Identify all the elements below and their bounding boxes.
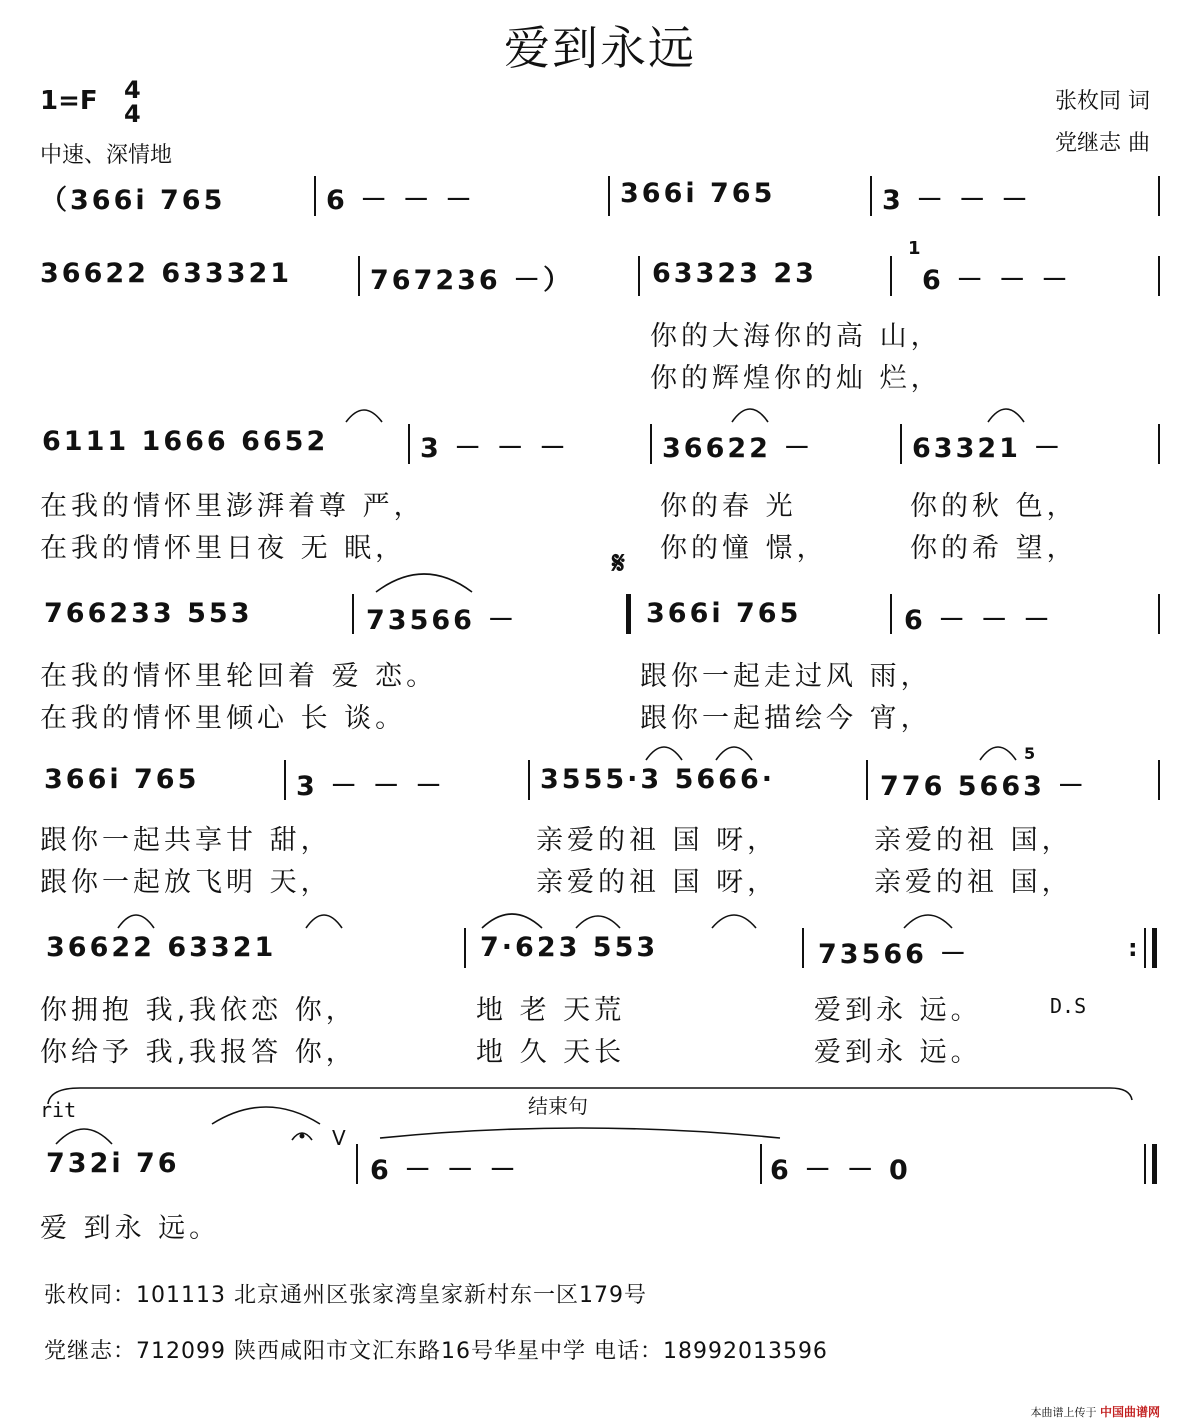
lyric-line: 跟你一起描绘今 宵，: [640, 703, 932, 734]
repeat-dots: :: [1128, 934, 1138, 962]
measure: 366i 765: [620, 178, 776, 209]
phrase-bracket: [48, 1088, 1132, 1104]
slur: [56, 1129, 112, 1144]
lyric-line: 跟你一起共享甘 甜，: [40, 825, 332, 856]
measure: 36622 63321: [46, 932, 277, 963]
lyric-line: 地 久 天长: [476, 1037, 626, 1068]
grace-note: 5: [1024, 744, 1036, 763]
lyric-line: 在我的情怀里日夜 无 眠，: [40, 533, 407, 564]
ending-label: 结束句: [528, 1094, 588, 1118]
lyric-line: 爱 到永 远。: [40, 1213, 221, 1244]
measure: 6 － － －: [370, 1155, 519, 1186]
composer-credit: 党继志 曲: [1055, 131, 1150, 156]
lyric-line: 你的大海你的高 山，: [650, 321, 942, 352]
lyric-line: 在我的情怀里轮回着 爱 恋。: [40, 661, 438, 692]
site-logo: 中国曲谱网: [1099, 1405, 1160, 1419]
rit-mark: rit: [40, 1098, 77, 1122]
measure: 36622 －: [662, 433, 814, 464]
lyric-line: 亲爱的祖 国，: [874, 825, 1073, 856]
measure: 767236 －）: [370, 265, 574, 296]
upload-text: 本曲谱上传于: [1030, 1406, 1097, 1419]
slur: [380, 1128, 780, 1138]
tempo-marking: 中速、深情地: [40, 143, 173, 168]
measure: 7·623 553: [480, 932, 659, 963]
slur: [712, 915, 756, 928]
measure: 3 － － －: [296, 771, 445, 802]
slur: [716, 747, 752, 760]
lyric-line: 跟你一起走过风 雨，: [640, 661, 932, 692]
measure: 63323 23: [652, 258, 817, 289]
lyric-line: 跟你一起放飞明 天，: [40, 867, 332, 898]
key-signature: 1=F: [40, 86, 98, 116]
lyric-line: 你给予 我,我报答 你，: [40, 1037, 357, 1068]
slur: [346, 410, 382, 422]
measure: 3 － － －: [420, 433, 569, 464]
measure: 6111 1666 6652: [42, 426, 329, 457]
measure: 6 － － －: [922, 265, 1071, 296]
measure: 73566 －: [366, 605, 518, 636]
slur: [212, 1107, 320, 1124]
lyric-line: 在我的情怀里倾心 长 谈。: [40, 703, 407, 734]
slur: [376, 574, 472, 592]
volta-mark: 1: [908, 238, 921, 259]
song-title: 爱到永远: [504, 21, 696, 75]
slur: [904, 915, 952, 928]
measure: 366i 765: [44, 764, 200, 795]
measure: 732i 76: [46, 1148, 180, 1179]
measure: 6 － － －: [904, 605, 1053, 636]
segno-sign: 𝄋: [612, 546, 625, 581]
lyric-line: 地 老 天荒: [476, 995, 626, 1026]
slur: [732, 409, 768, 422]
measure: （366i 765: [40, 185, 226, 216]
measure: 3555·3 5666·: [540, 764, 775, 795]
lyric-line: 你的秋 色，: [910, 491, 1078, 522]
measure: 3 － － －: [882, 185, 1031, 216]
lyric-line: 你拥抱 我,我依恋 你，: [40, 995, 357, 1026]
measure: 766233 553: [44, 598, 253, 629]
slur: [980, 747, 1016, 760]
lyric-line: 你的希 望，: [910, 533, 1078, 564]
slur: [576, 916, 620, 928]
lyric-line: 亲爱的祖 国，: [874, 867, 1073, 898]
measure: 776 5663 －: [880, 771, 1088, 802]
slur: [118, 915, 154, 928]
ds-mark: D.S: [1050, 994, 1087, 1018]
lyric-line: 你的春 光: [660, 491, 797, 522]
measure: 63321 －: [912, 433, 1064, 464]
lyric-line: 亲爱的祖 国 呀，: [536, 867, 779, 898]
measure: 73566 －: [818, 939, 970, 970]
breath-mark: V: [332, 1126, 346, 1150]
measure: 6 － － －: [326, 185, 475, 216]
meter-top: 4: [124, 76, 141, 104]
lyric-line: 亲爱的祖 国 呀，: [536, 825, 779, 856]
lyric-line: 在我的情怀里澎湃着尊 严，: [40, 491, 425, 522]
footer-line: 党继志：712099 陕西咸阳市文汇东路16号华星中学 电话：18992013596: [44, 1339, 828, 1364]
lyric-line: 爱到永 远。: [814, 1037, 982, 1068]
lyric-line: 你的憧 憬，: [660, 533, 828, 564]
measure: 36622 633321: [40, 258, 293, 289]
lyric-line: 爱到永 远。: [814, 995, 982, 1026]
measure: 6 － － 0: [770, 1155, 911, 1186]
measure: 366i 765: [646, 598, 802, 629]
slur: [988, 409, 1024, 422]
lyric-line: 你的辉煌你的灿 烂，: [650, 363, 942, 394]
slur: [646, 747, 682, 760]
meter-bottom: 4: [124, 100, 141, 128]
slur: [306, 915, 342, 928]
footer-line: 张枚同：101113 北京通州区张家湾皇家新村东一区179号: [44, 1283, 647, 1308]
upload-note: [1030, 1403, 1160, 1420]
slur: [482, 914, 542, 928]
lyricist-credit: 张枚同 词: [1055, 89, 1150, 114]
